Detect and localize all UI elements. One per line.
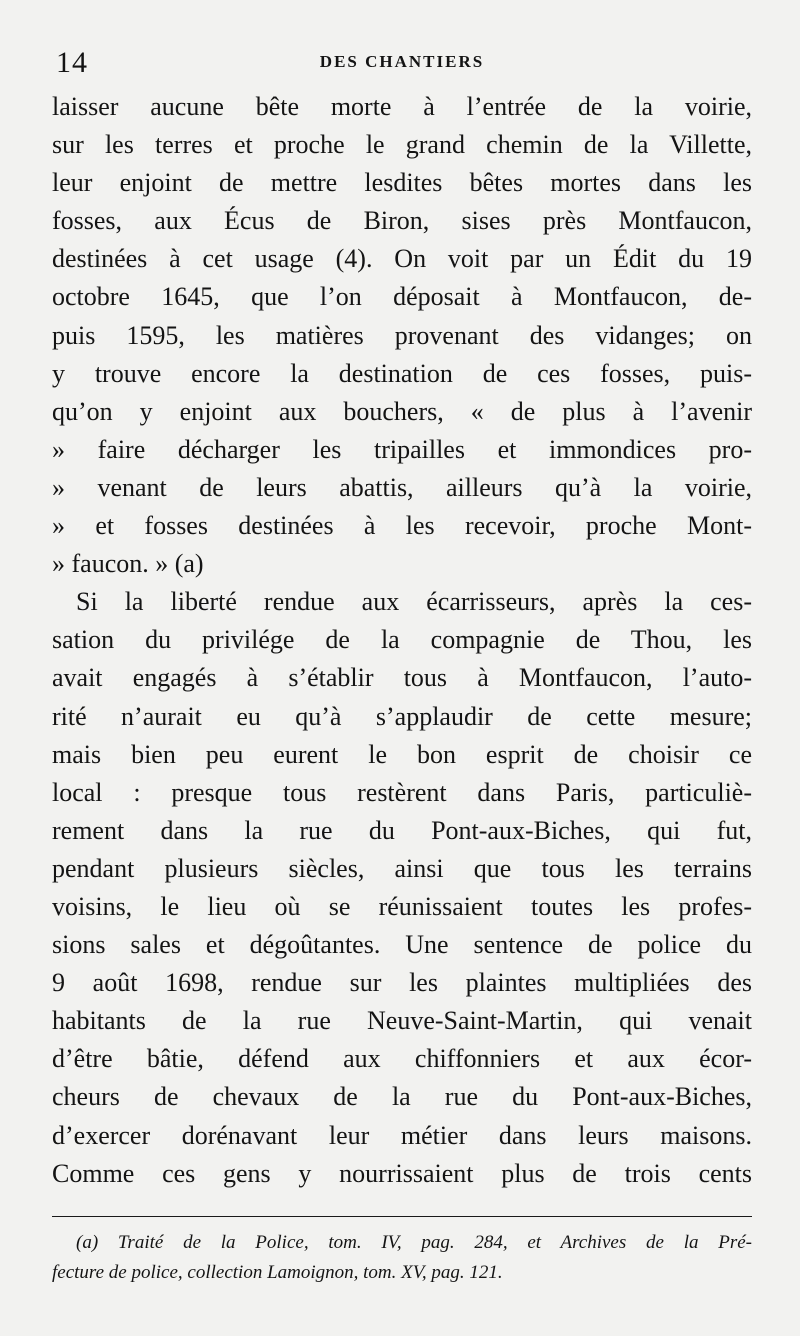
text-line: cheurs de chevaux de la rue du Pont-aux-Biches, xyxy=(52,1082,752,1112)
text-line: destinées à cet usage (4). On voit par un Édit du 19 xyxy=(52,244,752,274)
text-line: d’exercer dorénavant leur métier dans leurs maisons. xyxy=(52,1120,752,1150)
body-text xyxy=(52,88,752,1193)
text-line: » faire décharger les tripailles et immondices pro- xyxy=(52,434,752,464)
text-line: leur enjoint de mettre lesdites bêtes mortes dans les xyxy=(52,168,752,198)
footnote-divider xyxy=(52,1216,752,1217)
text-line: rité n’aurait eu qu’à s’applaudir de cette mesure; xyxy=(52,701,752,731)
page-header xyxy=(52,44,752,84)
text-line: y trouve encore la destination de ces fosses, puis- xyxy=(52,358,752,388)
text-line: Comme ces gens y nourrissaient plus de trois cents xyxy=(52,1158,752,1188)
text-line: habitants de la rue Neuve-Saint-Martin, qui venait xyxy=(52,1006,752,1036)
text-line: rement dans la rue du Pont-aux-Biches, qui fut, xyxy=(52,815,752,845)
footnote-line: fecture de police, collection Lamoignon, tom. XV, pag. 121. xyxy=(52,1262,503,1283)
running-head: DES CHANTIERS xyxy=(319,52,485,71)
page-number: 14 xyxy=(56,46,88,79)
footnote-line: (a) Traité de la Police, tom. IV, pag. 284, et Archives de la Pré- xyxy=(76,1232,752,1253)
text-line: sions sales et dégoûtantes. Une sentence de police du xyxy=(52,930,752,960)
text-line: sation du privilége de la compagnie de Thou, les xyxy=(52,625,752,655)
text-line: qu’on y enjoint aux bouchers, « de plus à l’avenir xyxy=(52,396,752,426)
text-line: laisser aucune bête morte à l’entrée de la voirie, xyxy=(52,92,752,121)
paragraph-start-line: Si la liberté rendue aux écarrisseurs, après la ces- xyxy=(76,587,752,617)
text-line: puis 1595, les matières provenant des vidanges; on xyxy=(52,320,752,350)
text-line: pendant plusieurs siècles, ainsi que tous les terrains xyxy=(52,853,752,883)
text-line: » venant de leurs abattis, ailleurs qu’à la voirie, xyxy=(52,472,752,502)
text-line: » faucon. » (a) xyxy=(52,549,204,579)
text-line: voisins, le lieu où se réunissaient toutes les profes- xyxy=(52,891,752,921)
text-line: mais bien peu eurent le bon esprit de choisir ce xyxy=(52,739,752,769)
footnotes xyxy=(52,1228,752,1288)
text-line: local : presque tous restèrent dans Paris, particuliè- xyxy=(52,777,752,807)
text-line: d’être bâtie, défend aux chiffonniers et aux écor- xyxy=(52,1044,752,1074)
text-line: 9 août 1698, rendue sur les plaintes multipliées des xyxy=(52,968,752,998)
text-line: sur les terres et proche le grand chemin de la Villette, xyxy=(52,130,752,160)
text-line: fosses, aux Écus de Biron, sises près Montfaucon, xyxy=(52,206,752,236)
text-line: avait engagés à s’établir tous à Montfaucon, l’auto- xyxy=(52,663,752,693)
text-line: octobre 1645, que l’on déposait à Montfaucon, de- xyxy=(52,282,752,312)
text-line: » et fosses destinées à les recevoir, proche Mont- xyxy=(52,511,752,541)
